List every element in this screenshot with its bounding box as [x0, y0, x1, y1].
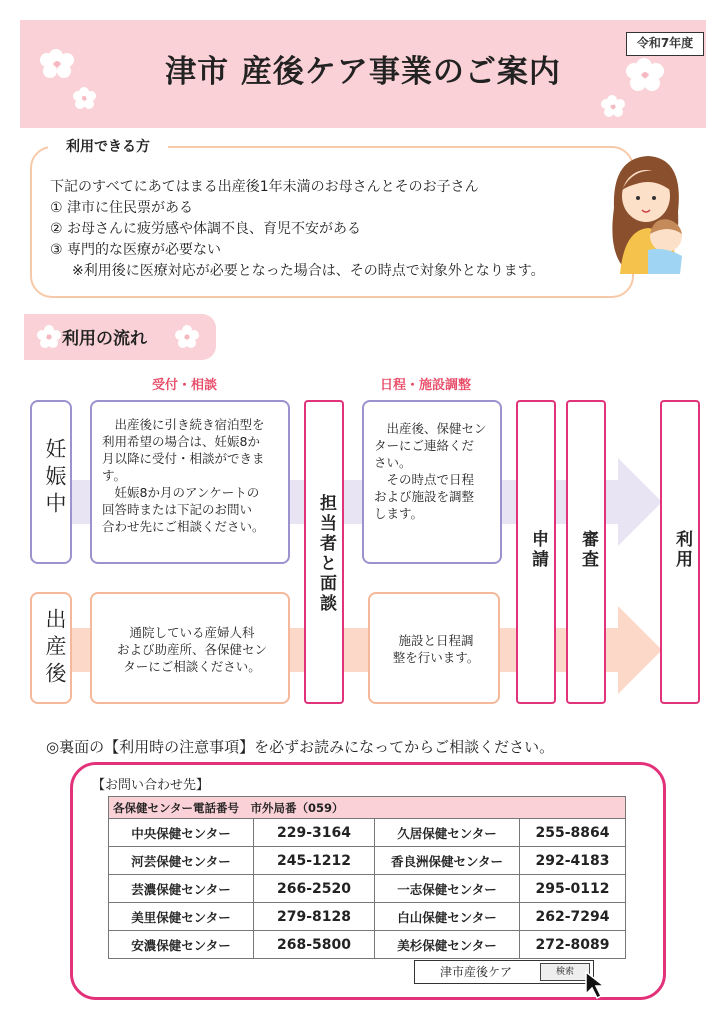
use-box: [660, 400, 700, 704]
table-row: [109, 931, 626, 959]
notice-text: ◎裏面の【利用時の注意事項】を必ずお読みになってからご相談ください。: [46, 738, 555, 756]
eligibility-intro: 下記のすべてにあてはまる出産後1年未満のお母さんとそのお子さん: [50, 179, 479, 195]
eligibility-title: 利用できる方: [48, 134, 168, 158]
eligibility-note: ※利用後に医療対応が必要となった場合は、その時点で対象外となります。: [72, 263, 545, 279]
row-label-postpartum: 出産後: [30, 592, 72, 704]
review-label: 審査: [578, 530, 598, 570]
center-phone: 229-3164: [254, 819, 375, 847]
table-row: [109, 903, 626, 931]
phone-table: [108, 796, 626, 959]
postpartum-consult-text: 通院している産婦人科 および助産所、各保健セン ターにご相談ください。: [116, 625, 267, 674]
center-name: 香良洲保健センター: [375, 847, 520, 875]
table-row: [109, 847, 626, 875]
cursor-icon: [582, 970, 612, 1000]
mother-baby-illustration: [604, 150, 690, 280]
pregnancy-consult-box: [90, 400, 290, 564]
apply-label: 申請: [528, 530, 548, 570]
center-phone: 268-5800: [254, 931, 375, 959]
page-title: 津市 産後ケア事業のご案内: [165, 54, 561, 90]
contact-title: 【お問い合わせ先】: [92, 778, 210, 793]
table-header: 各保健センター電話番号 市外局番（059）: [109, 797, 626, 819]
sakura-icon: [36, 324, 62, 350]
apply-box: [516, 400, 556, 704]
center-name: 美里保健センター: [109, 903, 254, 931]
header-banner: [20, 20, 706, 128]
center-phone: 292-4183: [520, 847, 626, 875]
review-box: [566, 400, 606, 704]
pregnancy-schedule-box: [362, 400, 502, 564]
use-label: 利用: [672, 530, 692, 570]
search-query-text: 津市産後ケア: [439, 965, 512, 979]
row-label-pregnancy: 妊娠中: [30, 400, 72, 564]
pregnancy-consult-text: 出産後に引き続き宿泊型を 利用希望の場合は、妊娠8か 月以降に受付・相談ができま す。 妊娠8か月のアンケートの 回答時または下記のお問い 合わせ先にご相談ください。: [102, 417, 265, 534]
center-phone: 272-8089: [520, 931, 626, 959]
table-row: [109, 819, 626, 847]
staff-interview-box: [304, 400, 344, 704]
center-phone: 262-7294: [520, 903, 626, 931]
arrow-head-icon: [618, 458, 662, 546]
table-row: [109, 875, 626, 903]
center-phone: 295-0112: [520, 875, 626, 903]
arrow-head-icon: [618, 606, 662, 694]
center-name: 久居保健センター: [375, 819, 520, 847]
center-name: 一志保健センター: [375, 875, 520, 903]
postpartum-consult-box: [90, 592, 290, 704]
fiscal-year-badge: 令和7年度: [626, 32, 704, 56]
center-phone: 255-8864: [520, 819, 626, 847]
postpartum-schedule-box: [368, 592, 500, 704]
eligibility-item: ② お母さんに疲労感や体調不良、育児不安がある: [50, 221, 361, 237]
center-name: 芸濃保健センター: [109, 875, 254, 903]
sakura-icon: [174, 324, 200, 350]
table-header-row: [109, 797, 626, 819]
pregnancy-schedule-text: 出産後、保健セン ターにご連絡くだ さい。 その時点で日程 および施設を調整 します。: [374, 421, 487, 521]
stage-label-consult: 受付・相談: [152, 378, 218, 393]
eligibility-item: ③ 専門的な医療が必要ない: [50, 242, 222, 258]
center-name: 中央保健センター: [109, 819, 254, 847]
staff-interview-label: 担当者と面談: [316, 494, 336, 614]
eligibility-item: ① 津市に住民票がある: [50, 200, 194, 216]
center-name: 美杉保健センター: [375, 931, 520, 959]
search-button[interactable]: 検索: [540, 963, 590, 981]
center-name: 河芸保健センター: [109, 847, 254, 875]
center-name: 白山保健センター: [375, 903, 520, 931]
center-name: 安濃保健センター: [109, 931, 254, 959]
center-phone: 245-1212: [254, 847, 375, 875]
center-phone: 279-8128: [254, 903, 375, 931]
flow-title: 利用の流れ: [62, 329, 147, 349]
stage-label-schedule: 日程・施設調整: [380, 378, 472, 393]
postpartum-schedule-text: 施設と日程調 整を行います。: [392, 633, 480, 665]
center-phone: 266-2520: [254, 875, 375, 903]
